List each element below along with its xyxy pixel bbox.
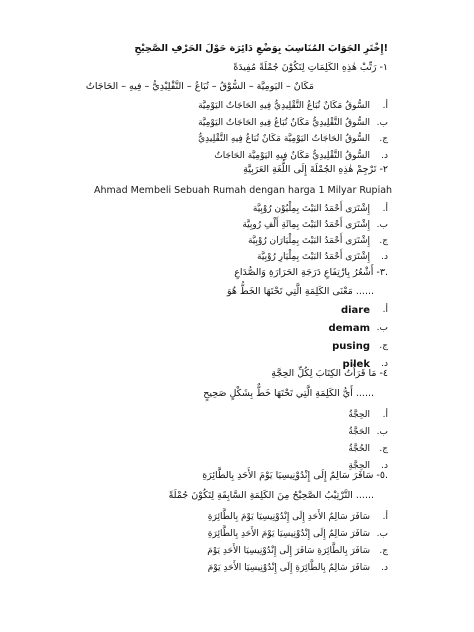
- q2-option-b-text: إِشْتَرَى أَحْمَدُ البَيْتَ بِمِائَةِ أَلْفِ رُوبِيَّة: [242, 220, 370, 230]
- q5-option-a-text: سَافَرَ سَالِمٌ الأَحَدِ إِلَى إِنْدُوْنِيسِيَا يَوْمَ بِالطَّائِرَةِ: [207, 512, 370, 522]
- q2-prompt: ٢- تَرْجِمْ هٰذِهِ الجُمْلَةَ إِلَى اللُّغَةِ العَرَبِيَّةِ: [243, 164, 388, 175]
- q1-option-d-text: السُّوقُ التَّقْلِيدِيُّ مَكَانٌ فِيهِ اليَوْمِيَّة الحَاجَاتُ: [214, 151, 370, 161]
- q5-option-c-text: سَافَرَ بِالطَّائِرَةِ سَافَرَ إِلَى إِنْدُوْنِيسِيَا الأَحَدِ يَوْمَ: [207, 546, 370, 556]
- q5-option-c-label[interactable]: ج.: [379, 546, 388, 556]
- q1-option-c-text: السُّوقُ الحَاجَاتُ اليَوْمِيَّة مَكَانٌ تُبَاعُ فِيهِ التَّقْلِيدِيُّ: [198, 134, 370, 144]
- q4-option-b-label[interactable]: ب.: [376, 427, 388, 437]
- q4-option-b-text: الحَجَّةُ: [348, 427, 370, 437]
- q5-option-a-label[interactable]: أ.: [382, 512, 388, 522]
- q4-option-c-text: الحُجَّةُ: [348, 444, 370, 454]
- q2-option-c-label[interactable]: ج.: [379, 236, 388, 246]
- q5-option-b-label[interactable]: ب.: [376, 529, 388, 539]
- q1-option-b-text: السُّوقُ التَّقْلِيدِيُّ مَكَانٌ تُبَاعُ فِيهِ الحَاجَاتُ اليَوْمِيَّة: [198, 118, 370, 128]
- q3-option-a-label[interactable]: أ.: [382, 305, 388, 315]
- q3-prompt: ٣- أَشْعُرُ بِارْتِفَاعِ دَرَجَةِ الحَرَارَةِ وَالصُّدَاعِ.: [234, 267, 388, 278]
- q3-option-a-text: diare: [340, 305, 370, 316]
- q1-prompt: ١- رَتِّبْ هٰذِهِ الكَلِمَاتِ لِتَكُوْنَ جُمْلَةً مُفِيدَةً: [233, 62, 388, 73]
- q2-option-a-label[interactable]: أ.: [382, 204, 388, 214]
- q1-option-a-text: السُّوقُ مَكَانٌ تُبَاعُ التَّقْلِيدِيُّ فِيهِ الحَاجَاتُ اليَوْمِيَّة: [198, 101, 370, 111]
- q3-question: مَعْنَى الكَلِمَةِ الَّتِي تَحْتَهَا الخَطُّ هُوَ ......: [226, 286, 374, 297]
- q3-option-d-label[interactable]: د.: [381, 359, 388, 369]
- q5-prompt: ٥- سَافَرَ سَالِمٌ إِلَى إِنْدُوْنِيسِيَا يَوْمَ الأَحَدِ بِالطَّائِرَةِ.: [202, 470, 388, 481]
- q1-option-d-label[interactable]: د.: [381, 151, 388, 161]
- q4-question: أَيُّ الكَلِمَةِ الَّتِي تَحْتَهَا خَطٌّ بِشَكْلٍ صَحِيحٍ ......: [203, 388, 374, 399]
- q3-option-b-label[interactable]: ب.: [376, 323, 388, 333]
- q5-question: التَّرْتِيْبُ الصَّحِيْحُ مِنَ الكَلِمَةِ السَّابِقَةِ لِتَكُوْنَ جُمْلَةً ......: [168, 490, 374, 501]
- q3-option-c-text: pusing: [332, 341, 370, 352]
- q2-option-d-label[interactable]: د.: [381, 252, 388, 262]
- q4-prompt: ٤- مَا قَرَأْتُ الكِتَابَ لِكُلِّ الحِجَّةِ: [271, 368, 388, 379]
- q4-option-d-label[interactable]: د.: [381, 461, 388, 471]
- q2-option-d-text: إِشْتَرَى أَحْمَدُ البَيْتَ بِمِلْيَارِ رُوْبِيَّة: [257, 252, 370, 262]
- q1-option-c-label[interactable]: ج.: [379, 134, 388, 144]
- q2-sentence: Ahmad Membeli Sebuah Rumah dengan harga 1 Milyar Rupiah: [94, 185, 393, 196]
- q5-option-b-text: سَافَرَ سَالِمٌ إِلَى إِنْدُوْنِيسِيَا يَوْمَ الأَحَدِ بِالطَّائِرَةِ: [207, 529, 370, 539]
- q5-option-d-text: سَافَرَ سَالِمٌ بِالطَّائِرَةِ إِلَى إِنْدُوْنِيسِيَا الأَحَدِ يَوْمَ: [207, 563, 370, 573]
- q2-option-c-text: إِشْتَرَى أَحْمَدُ البَيْتَ بِمِلْيَارَان رُوْبِيَّة: [247, 236, 370, 246]
- q3-option-c-label[interactable]: ج.: [379, 341, 388, 351]
- q2-option-a-text: إِشْتَرَى أَحْمَدُ البَيْتَ بِمِلْيُوْن رُوْبِيَّة: [252, 204, 370, 214]
- q3-option-b-text: demam: [328, 323, 370, 334]
- q3-option-d-text: pilek: [342, 359, 370, 370]
- q5-option-d-label[interactable]: د.: [381, 563, 388, 573]
- q1-option-a-label[interactable]: أ.: [382, 101, 388, 111]
- q4-option-a-label[interactable]: أ.: [382, 410, 388, 420]
- q4-option-a-text: الحِجَّةُ: [348, 410, 370, 420]
- q1-option-b-label[interactable]: ب.: [376, 118, 388, 128]
- q4-option-d-text: الحِجَّةِ: [348, 461, 370, 471]
- q4-option-c-label[interactable]: ج.: [379, 444, 388, 454]
- q2-option-b-label[interactable]: ب.: [376, 220, 388, 230]
- instruction: إِخْتَرِ الجَوَابَ المُنَاسِبَ بِوَضْعِ دَائِرَة حَوْلَ الحَرْفِ الصَّحِيْحِ!: [134, 43, 388, 54]
- q1-words: مَكَانٌ – اليَومِيَّة – السُّوْقُ – تُبَاعُ – التَّقْلِيْدِيُّ – فِيهِ – الحَاجَاتُ: [85, 81, 314, 92]
